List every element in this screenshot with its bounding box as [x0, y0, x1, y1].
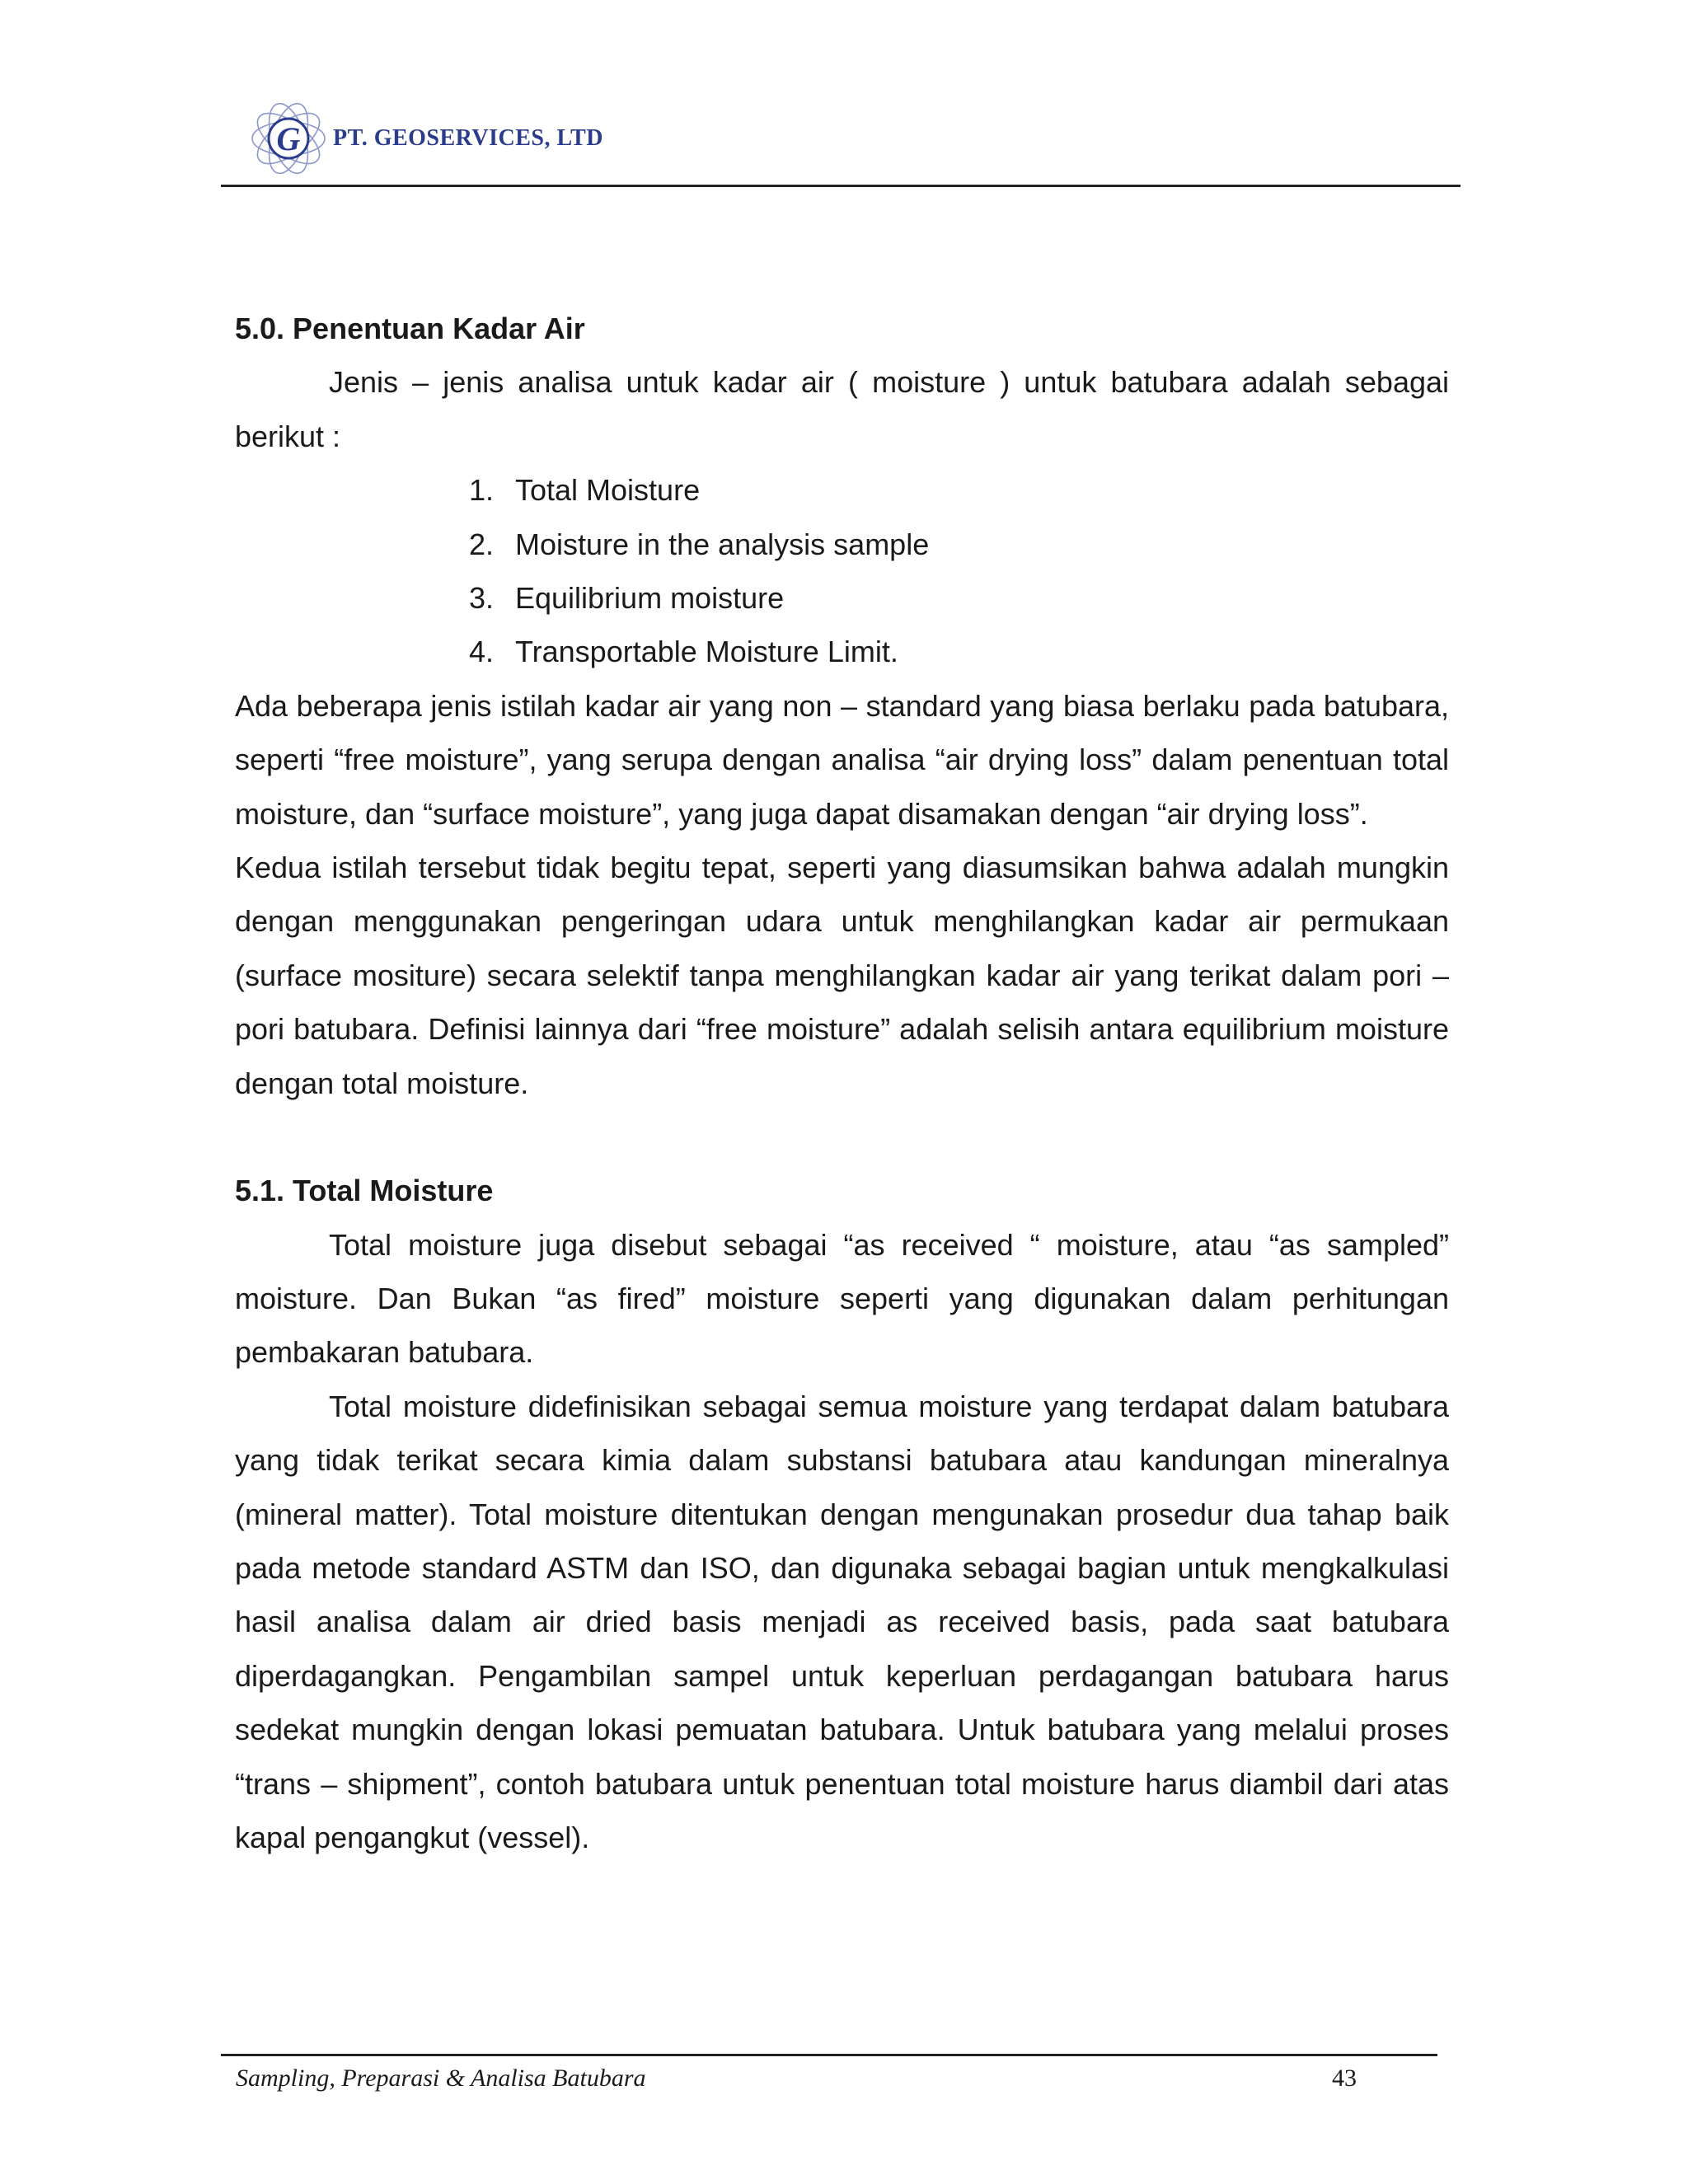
- company-name: PT. GEOSERVICES, LTD: [333, 125, 604, 151]
- paragraph: Total moisture didefinisikan sebagai semua moisture yang terdapat dalam batubara yang tidak terikat secara kimia dalam substansi batubara atau kandungan mineralnya (mineral matter). Total moisture ditentukan dengan mengunakan prosedur dua tahap baik pada metode standard ASTM dan ISO, dan digunaka sebagai bagian untuk mengkalkulasi hasil analisa dalam air dried basis menjadi as received basis, pada saat batubara diperdagangkan. Pengambilan sampel untuk keperluan perdagangan batubara harus sedekat mungkin dengan lokasi pemuatan batubara. Untuk batubara yang melalui proses “trans – shipment”, contoh batubara untuk penentuan total moisture harus diambil dari atas kapal pengangkut (vessel).: [235, 1389, 1449, 1854]
- moisture-types-list: [235, 463, 1449, 679]
- list-item-text: Moisture in the analysis sample: [515, 527, 930, 561]
- company-logo-icon: [249, 99, 328, 178]
- page-footer: [236, 2062, 1357, 2095]
- section-heading-5-0: 5.0. Penentuan Kadar Air: [235, 312, 585, 345]
- list-item: [235, 571, 1449, 625]
- section-intro: Jenis – jenis analisa untuk kadar air ( moisture ) untuk batubara adalah sebagai berikut :: [235, 365, 1449, 453]
- list-item-text: Total Moisture: [515, 473, 701, 508]
- paragraph: Ada beberapa jenis istilah kadar air yang non – standard yang biasa berlaku pada batubara, seperti “free moisture”, yang serupa dengan analisa “air drying loss” dalam penentuan total moisture, dan “surface moisture”, yang juga dapat disamakan dengan “air drying loss”.: [235, 688, 1449, 831]
- footer-divider: [221, 2054, 1437, 2056]
- list-item: [235, 625, 1449, 678]
- list-number: 4.: [469, 635, 495, 669]
- header-divider: [221, 185, 1461, 187]
- section-heading-5-1: 5.1. Total Moisture: [235, 1174, 494, 1208]
- paragraph: Kedua istilah tersebut tidak begitu tepat, seperti yang diasumsikan bahwa adalah mungkin dengan menggunakan pengeringan udara untuk menghilangkan kadar air permukaan (surface mositure) secara selektif tanpa menghilangkan kadar air yang terikat dalam pori – pori batubara. Definisi lainnya dari “free moisture” adalah selisih antara equilibrium moisture dengan total moisture.: [235, 851, 1449, 1100]
- list-item-text: Transportable Moisture Limit.: [515, 635, 898, 669]
- list-item-text: Equilibrium moisture: [515, 581, 785, 616]
- paragraph: Total moisture juga disebut sebagai “as received “ moisture, atau “as sampled” moisture. Dan Bukan “as fired” moisture seperti yang digunakan dalam perhitungan pembakaran batubara.: [235, 1227, 1449, 1370]
- list-number: 2.: [469, 527, 495, 561]
- list-item: [235, 518, 1449, 571]
- section-spacer: [235, 1110, 1449, 1164]
- svg-text:G: G: [276, 120, 301, 157]
- list-number: 3.: [469, 581, 495, 616]
- document-body: [235, 302, 1449, 1864]
- list-item: [235, 463, 1449, 517]
- list-number: 1.: [469, 473, 495, 508]
- page-header: [249, 97, 603, 180]
- footer-document-title: Sampling, Preparasi & Analisa Batubara: [236, 2064, 646, 2092]
- page-number: 43: [1332, 2064, 1357, 2092]
